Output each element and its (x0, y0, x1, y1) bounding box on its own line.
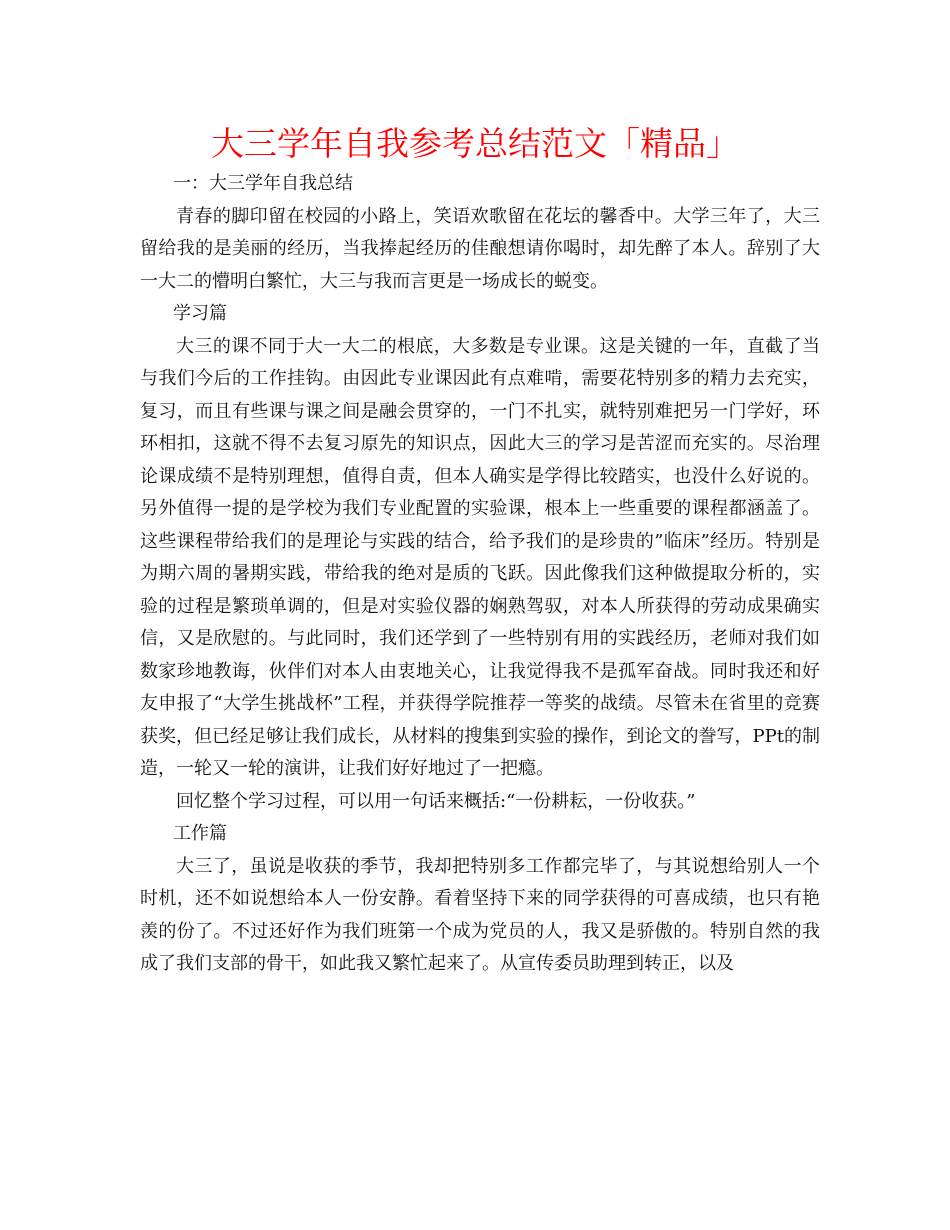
document-title: 大三学年自我参考总结范文「精品」 (211, 124, 739, 163)
work-paragraph: 大三了，虽说是收获的季节，我却把特别多工作都完毕了，与其说想给别人一个时机，还不如说想给本人一份安静。看着坚持下来的同学获得的可喜成绩，也只有艳羡的份了。不过还好作为我们班第一个成为党员的人，我又是骄傲的。特别自然的我成了我们支部的骨干，如此我又繁忙起来了。从宣传委员助理到转正，以及 (140, 855, 820, 974)
summary-paragraph: 回忆整个学习过程，可以用一句话来概括:“一份耕耘，一份收获。” (176, 790, 696, 812)
intro-paragraph: 青春的脚印留在校园的小路上，笑语欢歌留在花坛的馨香中。大学三年了，大三留给我的是美丽的经历，当我捧起经历的佳酿想请你喝时，却先醉了本人。辞别了大一大二的懵明白繁忙，大三与我而言更是一场成长的蜕变。 (140, 205, 820, 292)
study-paragraph: 大三的课不同于大一大二的根底，大多数是专业课。这是关键的一年，直截了当与我们今后的工作挂钩。由因此专业课因此有点难啃，需要花特别多的精力去充实，复习，而且有些课与课之间是融会贯穿的，一门不扎实，就特别难把另一门学好，环环相扣，这就不得不去复习原先的知识点，因此大三的学习是苦涩而充实的。尽治理论课成绩不是特别理想，值得自责，但本人确实是学得比较踏实，也没什么好说的。另外值得一提的是学校为我们专业配置的实验课，根本上一些重要的课程都涵盖了。这些课程带给我们的是理论与实践的结合，给予我们的是珍贵的”临床”经历。特别是为期六周的暑期实践，带给我的绝对是质的飞跃。因此像我们这种做提取分析的，实验的过程是繁琐单调的，但是对实验仪器的娴熟驾驭，对本人所获得的劳动成果确实信，又是欣慰的。与此同时，我们还学到了一些特别有用的实践经历，老师对我们如数家珍地教诲，伙伴们对本人由衷地关心，让我觉得我不是孤军奋战。同时我还和好友申报了“大学生挑战杯”工程，并获得学院推荐一等奖的战绩。尽管未在省里的竞赛获奖，但已经足够让我们成长，从材料的搜集到实验的操作，到论文的誊写，PPt的制造，一轮又一轮的演讲，让我们好好地过了一把瘾。 (140, 335, 820, 779)
work-heading: 工作篇 (173, 823, 227, 844)
study-heading: 学习篇 (173, 303, 227, 324)
section-heading: 一：大三学年自我总结 (173, 173, 353, 194)
document-body (140, 168, 820, 981)
